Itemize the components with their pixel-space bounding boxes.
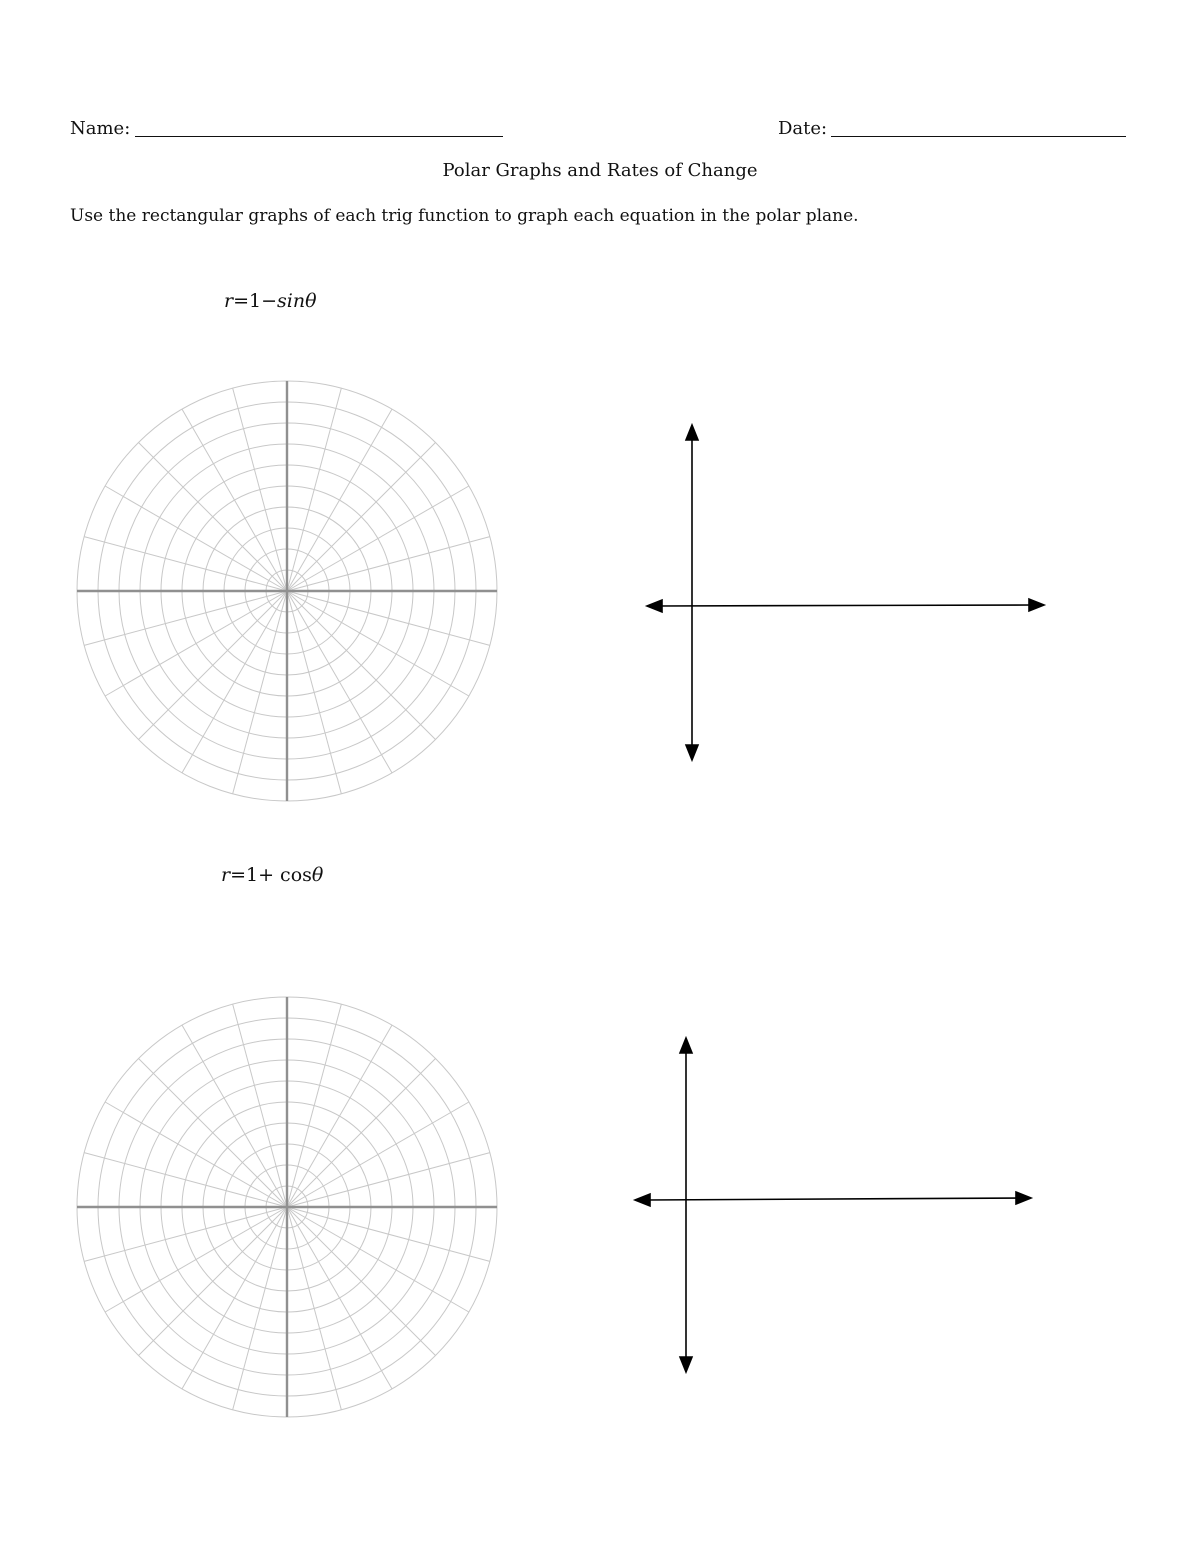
polar-spoke (287, 1025, 392, 1207)
x-axis-2-arrow-right (1016, 1192, 1031, 1204)
polar-ring (140, 1060, 434, 1354)
polar-spoke (182, 1207, 287, 1389)
polar-spoke (105, 1102, 287, 1207)
polar-ring (98, 402, 476, 780)
polar-ring (245, 1165, 329, 1249)
y-axis-1-arrow-up (686, 425, 698, 440)
polar-spoke (287, 537, 490, 591)
polar-ring (140, 444, 434, 738)
polar-spoke (287, 388, 341, 591)
polar-spoke (287, 591, 490, 645)
polar-spoke (105, 486, 287, 591)
y-axis-1-arrow-down (686, 745, 698, 760)
equation-1 (224, 289, 317, 313)
name-label: Name: (70, 118, 131, 139)
x-axis-2-arrow-left (635, 1194, 650, 1206)
polar-spoke (287, 591, 392, 773)
instructions-text: Use the rectangular graphs of each trig function to graph each equation in the polar plane. (70, 206, 859, 226)
polar-spoke (287, 591, 435, 739)
polar-spoke (139, 1207, 287, 1355)
polar-spoke (84, 1207, 287, 1261)
polar-spoke (233, 388, 287, 591)
polar-ring (224, 528, 350, 654)
polar-spoke (233, 591, 287, 794)
equation-2-variable: r (221, 864, 231, 886)
polar-spoke (287, 1004, 341, 1207)
polar-spoke (287, 1153, 490, 1207)
polar-ring (77, 381, 497, 801)
polar-ring (119, 1039, 455, 1375)
polar-spoke (105, 1207, 287, 1312)
polar-spoke (139, 591, 287, 739)
polar-spoke (287, 1102, 469, 1207)
polar-ring (77, 997, 497, 1417)
y-axis-2-arrow-up (680, 1038, 692, 1053)
polar-ring (266, 1186, 308, 1228)
x-axis-1-arrow-left (647, 600, 662, 612)
polar-ring (245, 549, 329, 633)
polar-spoke (287, 443, 435, 591)
name-field[interactable] (135, 136, 503, 137)
y-axis-2-arrow-down (680, 1357, 692, 1372)
polar-ring (119, 423, 455, 759)
page-title: Polar Graphs and Rates of Change (442, 160, 758, 181)
equation-1-function: sinθ (277, 290, 317, 312)
equation-2 (221, 863, 323, 887)
polar-spoke (287, 591, 469, 696)
date-label: Date: (778, 118, 828, 139)
polar-spoke (84, 1153, 287, 1207)
equation-1-variable: r (224, 290, 234, 312)
polar-spoke (139, 1059, 287, 1207)
equation-2-operator: =1+ cos (230, 864, 312, 886)
x-axis-1 (658, 605, 1033, 606)
polar-spoke (182, 409, 287, 591)
equation-2-function: θ (311, 864, 324, 886)
polar-spoke (233, 1207, 287, 1410)
polar-ring (161, 465, 413, 717)
polar-ring (224, 1144, 350, 1270)
polar-ring (161, 1081, 413, 1333)
polar-spoke (287, 1207, 469, 1312)
polar-spoke (105, 591, 287, 696)
x-axis-1-arrow-right (1029, 599, 1044, 611)
polar-spoke (84, 591, 287, 645)
date-field[interactable] (831, 136, 1126, 137)
polar-spoke (182, 1025, 287, 1207)
polar-spoke (233, 1004, 287, 1207)
polar-ring (266, 570, 308, 612)
polar-ring (98, 1018, 476, 1396)
polar-spoke (287, 591, 341, 794)
polar-ring (182, 486, 392, 696)
polar-spoke (139, 443, 287, 591)
polar-spoke (287, 1207, 490, 1261)
equation-1-operator: =1− (233, 290, 278, 312)
polar-spoke (287, 1207, 392, 1389)
polar-spoke (287, 1207, 341, 1410)
polar-ring (182, 1102, 392, 1312)
polar-spoke (287, 486, 469, 591)
polar-spoke (287, 409, 392, 591)
polar-spoke (182, 591, 287, 773)
polar-ring (203, 1123, 371, 1291)
polar-spoke (84, 537, 287, 591)
polar-spoke (287, 1059, 435, 1207)
polar-spoke (287, 1207, 435, 1355)
x-axis-2 (646, 1198, 1020, 1200)
polar-ring (203, 507, 371, 675)
